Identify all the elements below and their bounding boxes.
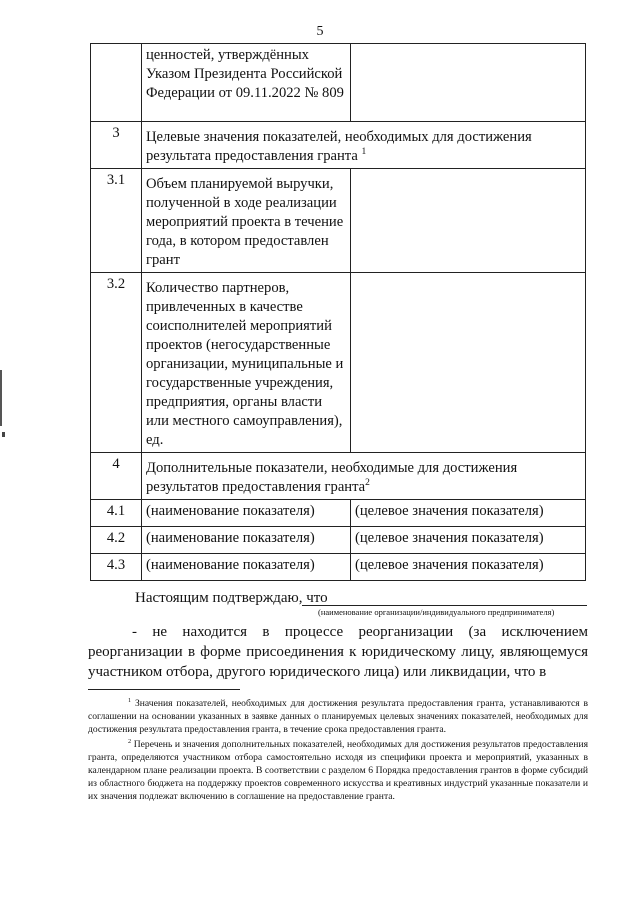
row-number: 3.2 (91, 273, 142, 453)
table-row (91, 453, 586, 500)
footnote-ref: 2 (365, 478, 370, 489)
row-value: (целевое значения показателя) (351, 527, 586, 554)
row-text: (наименование показателя) (142, 527, 351, 554)
organization-name-caption: (наименование организации/индивидуального предпринимателя) (318, 607, 555, 617)
row-text: Количество партнеров, привлеченных в качестве соисполнителей мероприятий проектов (негосударственные организации, муниципальные и государственные учреждения, предприятия, органы власти или местного самоуправления), ед. (142, 273, 351, 453)
footnotes (88, 697, 588, 805)
footnote-mark: 2 (128, 737, 132, 745)
footnote-text: Перечень и значения дополнительных показателей, необходимых для достижения результатов предоставления гранта, определяются участником отбора самостоятельно исходя из специфики проекта и мероприятий, указанных в календарном плане реализации проекта. В соответствии с разделом 6 Порядка предоставления грантов в форме субсидий из областного бюджета на поддержку проектов современного искусства и креативных индустрий указанные показатели и их значения подлежат включению в соглашение на предоставление гранта. (88, 738, 588, 803)
row-value (351, 169, 586, 273)
footnote-text: Значения показателей, необходимых для достижения результата предоставления гранта, устанавливаются в соглашении на основании указанных в заявке данных о планируемых целевых значениях показателей, необходимых для достижения результата предоставления гранта, в течение срока предоставления гранта. (88, 698, 588, 736)
table-row (91, 122, 586, 169)
footnote-ref: 1 (361, 147, 367, 158)
row-number: 3.1 (91, 169, 142, 273)
scan-margin-tick (2, 432, 5, 437)
row-text: Объем планируемой выручки, полученной в ходе реализации мероприятий проекта в течение года, в котором предоставлен грант (142, 169, 351, 273)
row-value: (целевое значения показателя) (351, 500, 586, 527)
row-text: ценностей, утверждённых Указом Президента Российской Федерации от 09.11.2022 № 809 (142, 44, 351, 122)
row-text: Дополнительные показатели, необходимые для достижения результатов предоставления гранта (146, 460, 518, 495)
body-text (88, 622, 588, 682)
row-number: 4.2 (91, 527, 142, 554)
table-row (91, 554, 586, 581)
footnote-divider (88, 689, 240, 690)
row-number (91, 44, 142, 122)
table-row (91, 500, 586, 527)
row-text: (наименование показателя) (142, 500, 351, 527)
row-number: 4.3 (91, 554, 142, 581)
row-text: Целевые значения показателей, необходимых для достижения результата предоставления гранта (146, 129, 532, 164)
reorganization-paragraph: - не находится в процессе реорганизации (за исключением реорганизации в форме присоединения к юридическому лицу, являющемуся участником отбора, другого юридического лица) или ликвидации, что в (88, 624, 588, 680)
row-text-wide (142, 453, 586, 500)
row-value: (целевое значения показателя) (351, 554, 586, 581)
organization-name-line[interactable] (302, 605, 587, 606)
row-number: 3 (91, 122, 142, 169)
table-row (91, 527, 586, 554)
row-number: 4.1 (91, 500, 142, 527)
footnote-mark: 1 (128, 696, 132, 704)
table-row (91, 44, 586, 122)
scan-margin-mark (0, 370, 6, 426)
row-text-wide (142, 122, 586, 169)
table-row (91, 273, 586, 453)
page-number: 5 (316, 24, 324, 39)
confirm-text: Настоящим подтверждаю, что (135, 590, 328, 606)
row-number: 4 (91, 453, 142, 500)
footnote-2 (88, 738, 588, 804)
row-value (351, 44, 586, 122)
footnote-1 (88, 697, 588, 737)
row-text: (наименование показателя) (142, 554, 351, 581)
indicators-table (90, 43, 586, 581)
table-row (91, 169, 586, 273)
row-value (351, 273, 586, 453)
